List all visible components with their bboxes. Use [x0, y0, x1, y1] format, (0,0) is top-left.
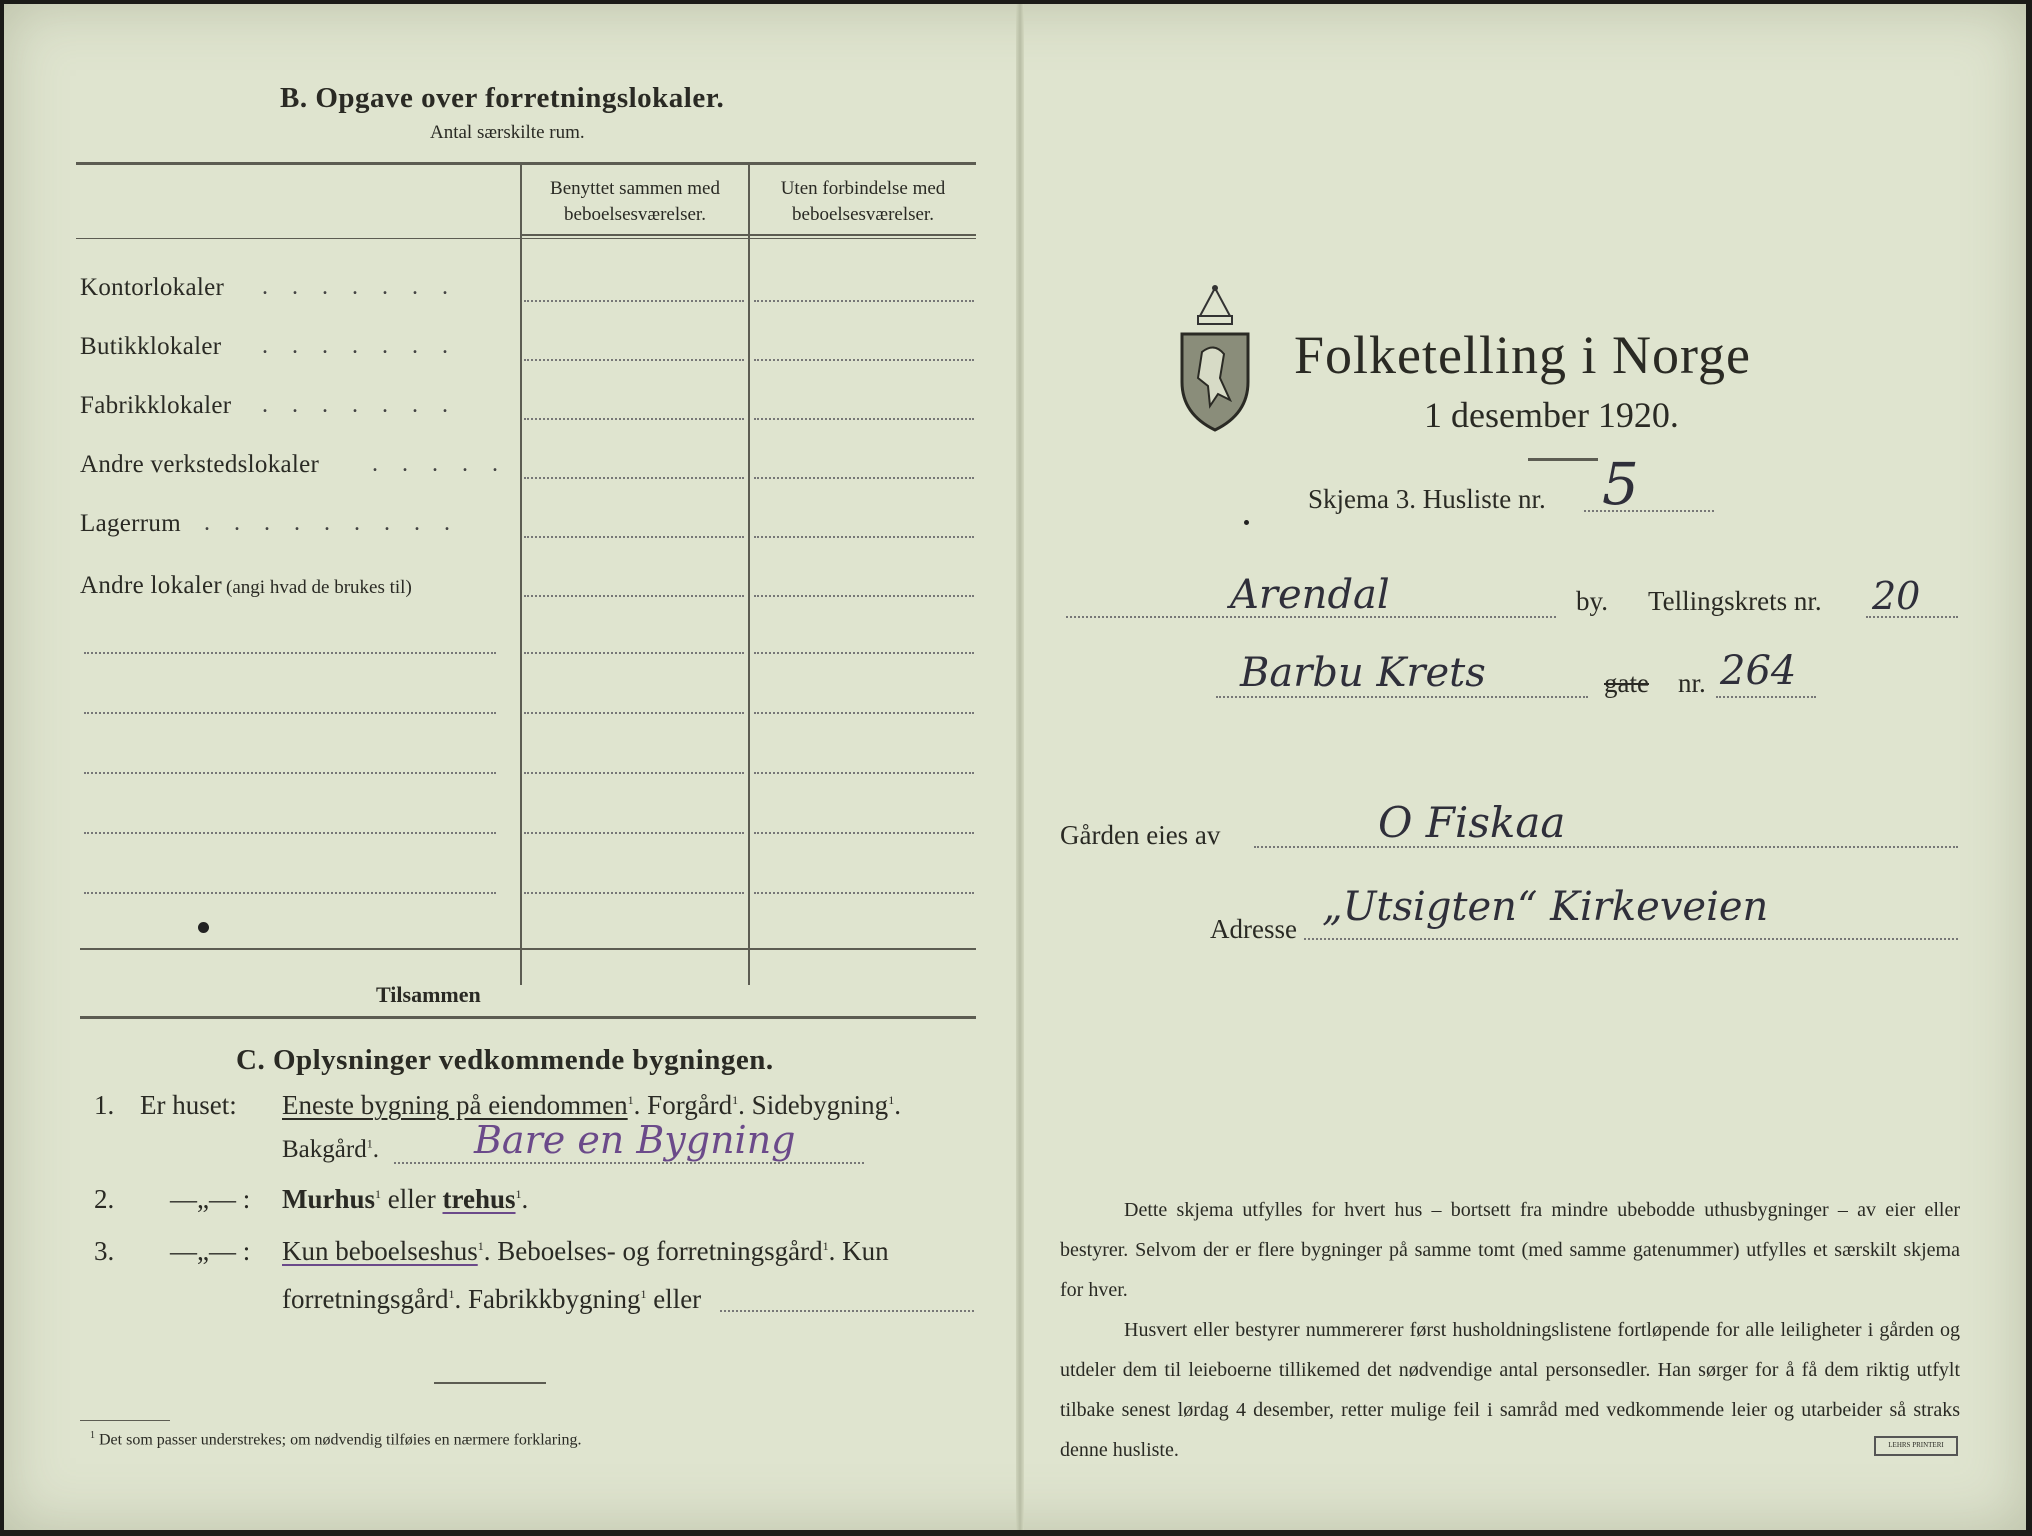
instructions-paragraph-2: Husvert eller bestyrer nummererer først husholdningslistene fortløpende for alle leiligheter i gården og utdeler dem til leieboerne tillikemed det nødvendige antal personsedler. Han sørger for å få dem riktig utfylt tilbake senest lørdag 4 desember, retter mulige feil i samråd med vedkommende leier og utarbeider så straks denne husliste.: [1060, 1319, 1960, 1461]
row-label-lagerrum: Lagerrum: [80, 510, 181, 537]
cell-line: [754, 595, 974, 597]
row-label-butikklokaler: Butikklokaler: [80, 333, 222, 360]
gate-nr-line: [1716, 696, 1816, 698]
table-sum-rule: [80, 948, 976, 950]
gate-nr-label: nr.: [1678, 668, 1706, 698]
cell-line: [524, 595, 744, 597]
table-top-rule: [76, 162, 976, 165]
row-leader: . . . . . . .: [262, 274, 457, 300]
cell-line: [754, 418, 974, 420]
q1-answer-line: [394, 1162, 864, 1164]
table-col-divider-1: [520, 165, 522, 985]
printer-stamp: LEHRS PRINTERI: [1874, 1436, 1958, 1456]
norwegian-coat-of-arms-icon: [1174, 282, 1256, 432]
section-b-title: B. Opgave over forretningslokaler.: [280, 82, 725, 114]
page-fold: [1016, 4, 1024, 1530]
cell-line: [524, 832, 744, 834]
cell-line: [754, 536, 974, 538]
q2-number: 2.: [94, 1184, 115, 1214]
row-leader: . . . . .: [372, 451, 507, 477]
blank-line: [84, 772, 496, 774]
census-date: 1 desember 1920.: [1424, 395, 1679, 435]
q3-prefix: —„— :: [170, 1236, 251, 1266]
skjema-label: Skjema 3. Husliste nr.: [1308, 484, 1546, 514]
row-leader: . . . . . . . . .: [204, 510, 459, 536]
q3-options: Kun beboelseshus$^1$. Beboelses- og forretningsgård$^1$. Kun: [282, 1236, 889, 1266]
form-title: Folketelling i Norge: [1294, 325, 1751, 385]
row-label-kontorlokaler: Kontorlokaler: [80, 274, 225, 301]
title-rule: [1528, 458, 1598, 461]
q3-options-line2: forretningsgård$^1$. Fabrikkbygning$^1$ eller: [282, 1284, 702, 1314]
cell-line: [524, 300, 744, 302]
ink-blot: [198, 922, 209, 933]
cell-line: [754, 712, 974, 714]
q2-options: Murhus$^1$ eller trehus$^1$.: [282, 1184, 529, 1214]
cell-line: [524, 477, 744, 479]
husliste-number: 5: [1602, 450, 1639, 518]
cell-line: [754, 300, 974, 302]
section-c-title: C. Oplysninger vedkommende bygningen.: [236, 1044, 774, 1076]
cell-line: [524, 712, 744, 714]
instructions-paragraph-1: Dette skjema utfylles for hvert hus – bortsett fra mindre ubebodde uthusbygninger – av eier eller bestyrer. Selvom der er flere bygninger på samme tomt (med samme gatenummer) utfylles et særskilt skjema for hver.: [1060, 1199, 1960, 1301]
table-bottom-rule: [80, 1016, 976, 1019]
footnote: $^1$ Det som passer understrekes; om nødvendig tilføies en nærmere forklaring.: [90, 1430, 582, 1449]
by-label: by.: [1576, 586, 1608, 616]
q3-answer-line: [720, 1310, 974, 1312]
gate-label: gate: [1604, 668, 1649, 698]
blank-line: [84, 832, 496, 834]
table-col-divider-2: [748, 165, 750, 985]
cell-line: [524, 418, 744, 420]
section-b-subtitle: Antal særskilte rum.: [430, 122, 585, 143]
q1-number: 1.: [94, 1090, 115, 1120]
table-header-rule-2: [76, 238, 976, 239]
cell-line: [524, 772, 744, 774]
cell-line: [524, 536, 744, 538]
garden-eies-label: Gården eies av: [1060, 820, 1221, 850]
gate-nr-handwritten: 264: [1720, 648, 1797, 694]
row-label-fabrikklokaler: Fabrikklokaler: [80, 392, 232, 419]
tellingskrets-handwritten: 20: [1872, 574, 1921, 618]
gate-line: [1216, 696, 1588, 698]
cell-line: [754, 359, 974, 361]
adresse-line: [1304, 938, 1958, 940]
q2-prefix: —„— :: [170, 1184, 251, 1214]
census-form-sheet: [4, 4, 2026, 1530]
cell-line: [754, 772, 974, 774]
q1-prefix: Er huset:: [140, 1090, 237, 1120]
tellingskrets-label: Tellingskrets nr.: [1648, 586, 1822, 616]
q3-number: 3.: [94, 1236, 115, 1266]
q1-bakgard: Bakgård$^1$.: [282, 1136, 379, 1163]
adresse-handwritten: „Utsigten“ Kirkeveien: [1322, 884, 1769, 930]
blank-line: [84, 892, 496, 894]
gate-handwritten: Barbu Krets: [1240, 650, 1486, 696]
row-label-andre-lokaler: Andre lokaler (angi hvad de brukes til): [80, 572, 412, 599]
cell-line: [754, 892, 974, 894]
adresse-label: Adresse: [1210, 914, 1297, 944]
row-label-andre-verkstedslokaler: Andre verkstedslokaler: [80, 451, 320, 478]
by-handwritten: Arendal: [1230, 572, 1390, 618]
row-leader: . . . . . . .: [262, 392, 457, 418]
cell-line: [754, 477, 974, 479]
column-header-benyttet: Benyttet sammen med beboelsesværelser.: [550, 178, 720, 225]
blank-line: [84, 652, 496, 654]
column-header-uten: Uten forbindelse med beboelsesværelser.: [780, 178, 946, 225]
footnote-rule: [80, 1420, 170, 1421]
section-c-end-rule: [434, 1382, 546, 1384]
owner-handwritten: O Fiskaa: [1378, 798, 1566, 847]
cell-line: [524, 359, 744, 361]
blank-line: [84, 712, 496, 714]
row-leader: . . . . . . .: [262, 333, 457, 359]
cell-line: [524, 652, 744, 654]
cell-line: [524, 892, 744, 894]
cell-line: [754, 832, 974, 834]
tilsammen-label: Tilsammen: [376, 982, 481, 1007]
cell-line: [754, 652, 974, 654]
q1-options: Eneste bygning på eiendommen$^1$. Forgård$^1$. Sidebygning$^1$.: [282, 1090, 901, 1120]
ink-speck: [1244, 520, 1249, 525]
q1-handwritten-answer: Bare en Bygning: [474, 1118, 796, 1162]
owner-line: [1254, 846, 1958, 848]
